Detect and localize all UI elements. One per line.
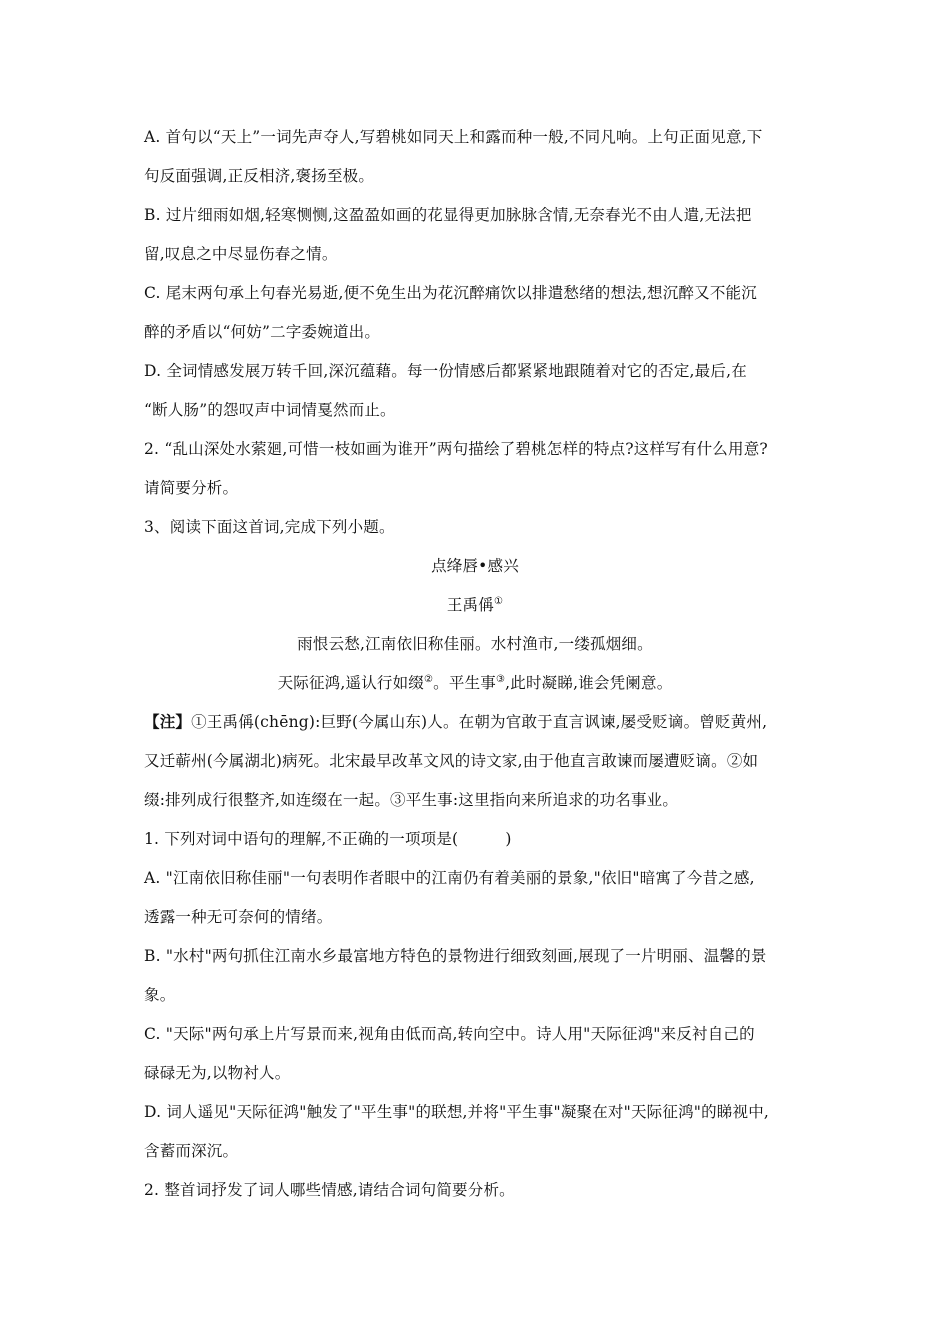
note-label: 【注】 [144,712,192,731]
note-text-1: ①王禹偁(chēng):巨野(今属山东)人。在朝为官敢于直言讽谏,屡受贬谪。曾贬黄州, [191,713,768,731]
author-note-mark: ① [493,595,504,607]
q3-option-a-line-2: 透露一种无可奈何的情绪。 [144,908,333,926]
note-line-2: 又迁蕲州(今属湖北)病死。北宋最早改革文风的诗文家,由于他直言敢谏而屡遭贬谪。②如 [144,752,759,770]
option-d-line-2: “断人肠”的怨叹声中词情戛然而止。 [144,401,396,419]
poem-stanza-2 [0,672,950,694]
stanza-2-mark-a: ② [424,673,434,685]
q3-option-c-line-1: C. "天际"两句承上片写景而来,视角由低而高,转向空中。诗人用"天际征鸿"来反衬自己的 [144,1025,755,1043]
option-c-line-1: C. 尾末两句承上句春光易逝,便不免生出为花沉醉痛饮以排遣愁绪的想法,想沉醉又不能沉 [144,284,757,302]
note-line-3: 缀:排列成行很整齐,如连缀在一起。③平生事:这里指向来所追求的功名事业。 [144,791,679,809]
q3-option-b-line-2: 象。 [144,986,176,1004]
option-b-line-2: 留,叹息之中尽显伤春之情。 [144,245,338,263]
sub-question-2: 2. 整首词抒发了词人哪些情感,请结合词句简要分析。 [144,1181,515,1199]
stanza-2-part-a: 天际征鸿,遥认行如缀 [277,674,424,692]
q3-option-c-line-2: 碌碌无为,以物衬人。 [144,1064,291,1082]
stanza-2-part-c: ,此时凝睇,谁会凭阑意。 [505,674,673,692]
option-a-line-2: 句反面强调,正反相济,褒扬至极。 [144,167,375,185]
author-name: 王禹偁 [446,596,494,614]
q3-option-a-line-1: A. "江南依旧称佳丽"一句表明作者眼中的江南仍有着美丽的景象,"依旧"暗寓了今昔之感, [144,869,755,887]
stanza-2-mark-b: ③ [495,673,506,685]
option-b-line-1: B. 过片细雨如烟,轻寒恻恻,这盈盈如画的花显得更加脉脉含情,无奈春光不由人遣,无法把 [144,206,752,224]
note-line-1 [144,711,814,733]
option-d-line-1: D. 全词情感发展万转千回,深沉蕴藉。每一份情感后都紧紧地跟随着对它的否定,最后,在 [144,362,747,380]
option-a-line-1: A. 首句以“天上”一词先声夺人,写碧桃如同天上和露而种一般,不同凡响。上句正面见意,下 [144,128,763,146]
sub-question-1: 1. 下列对词中语句的理解,不正确的一项项是( ) [144,830,512,848]
poem-title: 点绛唇•感兴 [431,557,519,575]
q3-option-b-line-1: B. "水村"两句抓住江南水乡最富地方特色的景物进行细致刻画,展现了一片明丽、温馨的景 [144,947,767,965]
stanza-2-part-b: 。平生事 [433,674,496,692]
q3-option-d-line-2: 含蓄而深沉。 [144,1142,239,1160]
question-2-line-1: 2. “乱山深处水萦廻,可惜一枝如画为谁开”两句描绘了碧桃怎样的特点?这样写有什么用意? [144,440,768,458]
poem-stanza-1: 雨恨云愁,江南依旧称佳丽。水村渔市,一缕孤烟细。 [297,635,653,653]
option-c-line-2: 醉的矛盾以“何妨”二字委婉道出。 [144,323,381,341]
question-2-line-2: 请简要分析。 [144,479,239,497]
poem-author [0,594,950,616]
question-3-intro: 3、阅读下面这首词,完成下列小题。 [144,518,395,536]
q3-option-d-line-1: D. 词人遥见"天际征鸿"触发了"平生事"的联想,并将"平生事"凝聚在对"天际征鸿"的睇视中, [144,1103,770,1121]
